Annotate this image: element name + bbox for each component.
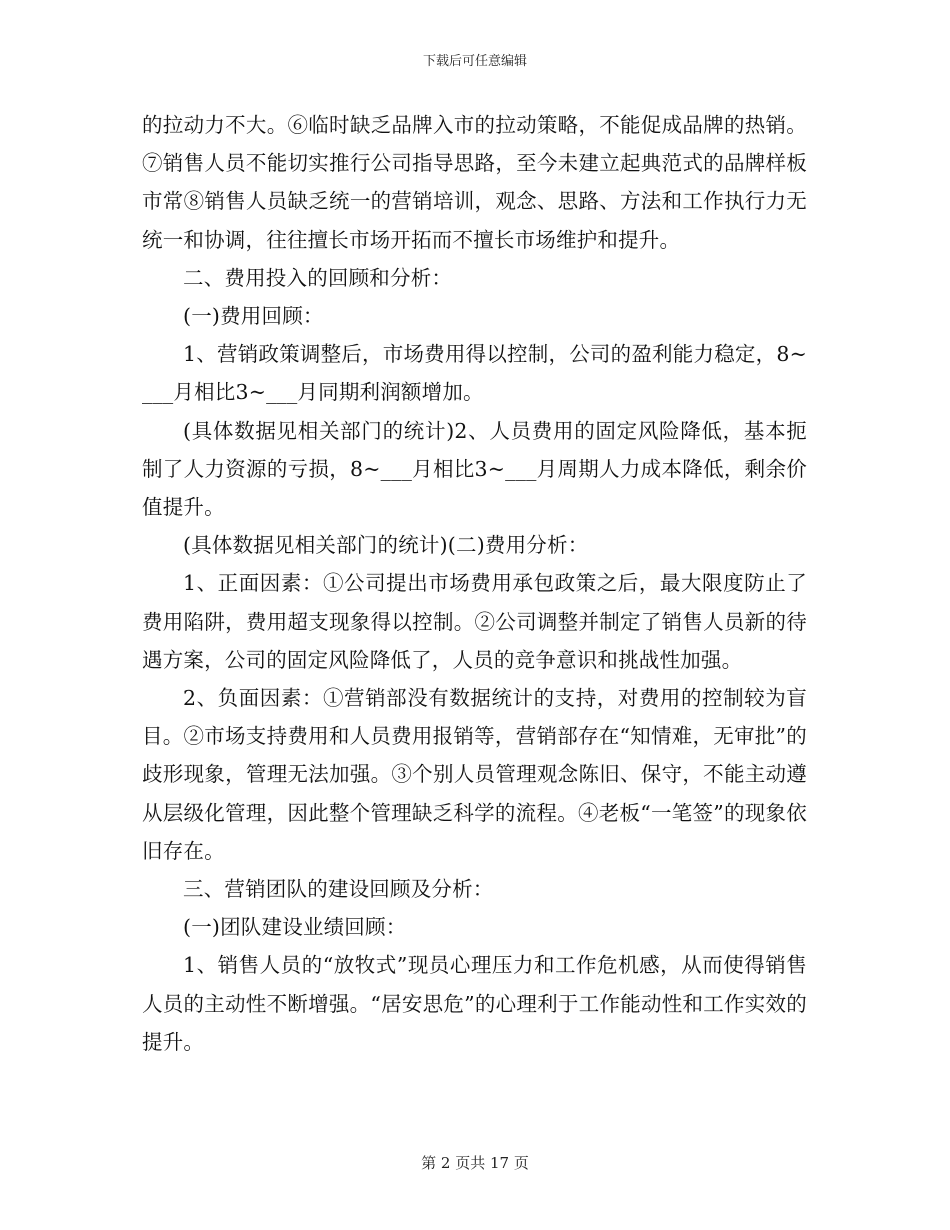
paragraph-positive-factors: 1、正面因素：①公司提出市场费用承包政策之后，最大限度防止了费用陷阱，费用超支现象得以控制。②公司调整并制定了销售人员新的待遇方案，公司的固定风险降低了，人员的竞争意识和挑战性加强。 (142, 571, 807, 672)
subsection-heading-expense-recap: (一)费用回顾： (183, 304, 324, 329)
paragraph-1: 的拉动力不大。⑥临时缺乏品牌入市的拉动策略，不能促成品牌的热销。⑦销售人员不能切实推行公司指导思路，至今未建立起典范式的品牌样板市常⑧销售人员缺乏统一的营销培训，观念、思路、方法和工作执行力无统一和协调，往往擅长市场开拓而不擅长市场维护和提升。 (142, 113, 807, 252)
paragraph-expense-control: 1、营销政策调整后，市场费用得以控制，公司的盈利能力稳定，8~___月相比3~___月同期利润额增加。 (142, 342, 807, 405)
page-number-footer: 第 2 页共 17 页 (421, 1154, 529, 1172)
section-heading-team-building: 三、营销团队的建设回顾及分析： (183, 877, 494, 902)
paragraph-expense-analysis-heading: (具体数据见相关部门的统计)(二)费用分析： (183, 533, 589, 558)
page-header: 下载后可任意编辑 (422, 54, 527, 69)
document-body (142, 106, 807, 1061)
paragraph-negative-factors: 2、负面因素：①营销部没有数据统计的支持，对费用的控制较为盲目。②市场支持费用和人员费用报销等，营销部存在“知情难，无审批”的歧形现象，管理无法加强。③个别人员管理观念陈旧、保守，不能主动遵从层级化管理，因此整个管理缺乏科学的流程。④老板“一笔签”的现象依旧存在。 (142, 686, 807, 863)
paragraph-sales-staff: 1、销售人员的“放牧式”现员心理压力和工作危机感，从而使得销售人员的主动性不断增强。“居安思危”的心理利于工作能动性和工作实效的提升。 (142, 953, 807, 1054)
paragraph-personnel-cost: (具体数据见相关部门的统计)2、人员费用的固定风险降低，基本扼制了人力资源的亏损，8~___月相比3~___月周期人力成本降低，剩余价值提升。 (142, 418, 807, 520)
section-heading-expense-review: 二、费用投入的回顾和分析： (183, 265, 453, 290)
subsection-heading-team-recap: (一)团队建设业绩回顾： (183, 915, 407, 940)
